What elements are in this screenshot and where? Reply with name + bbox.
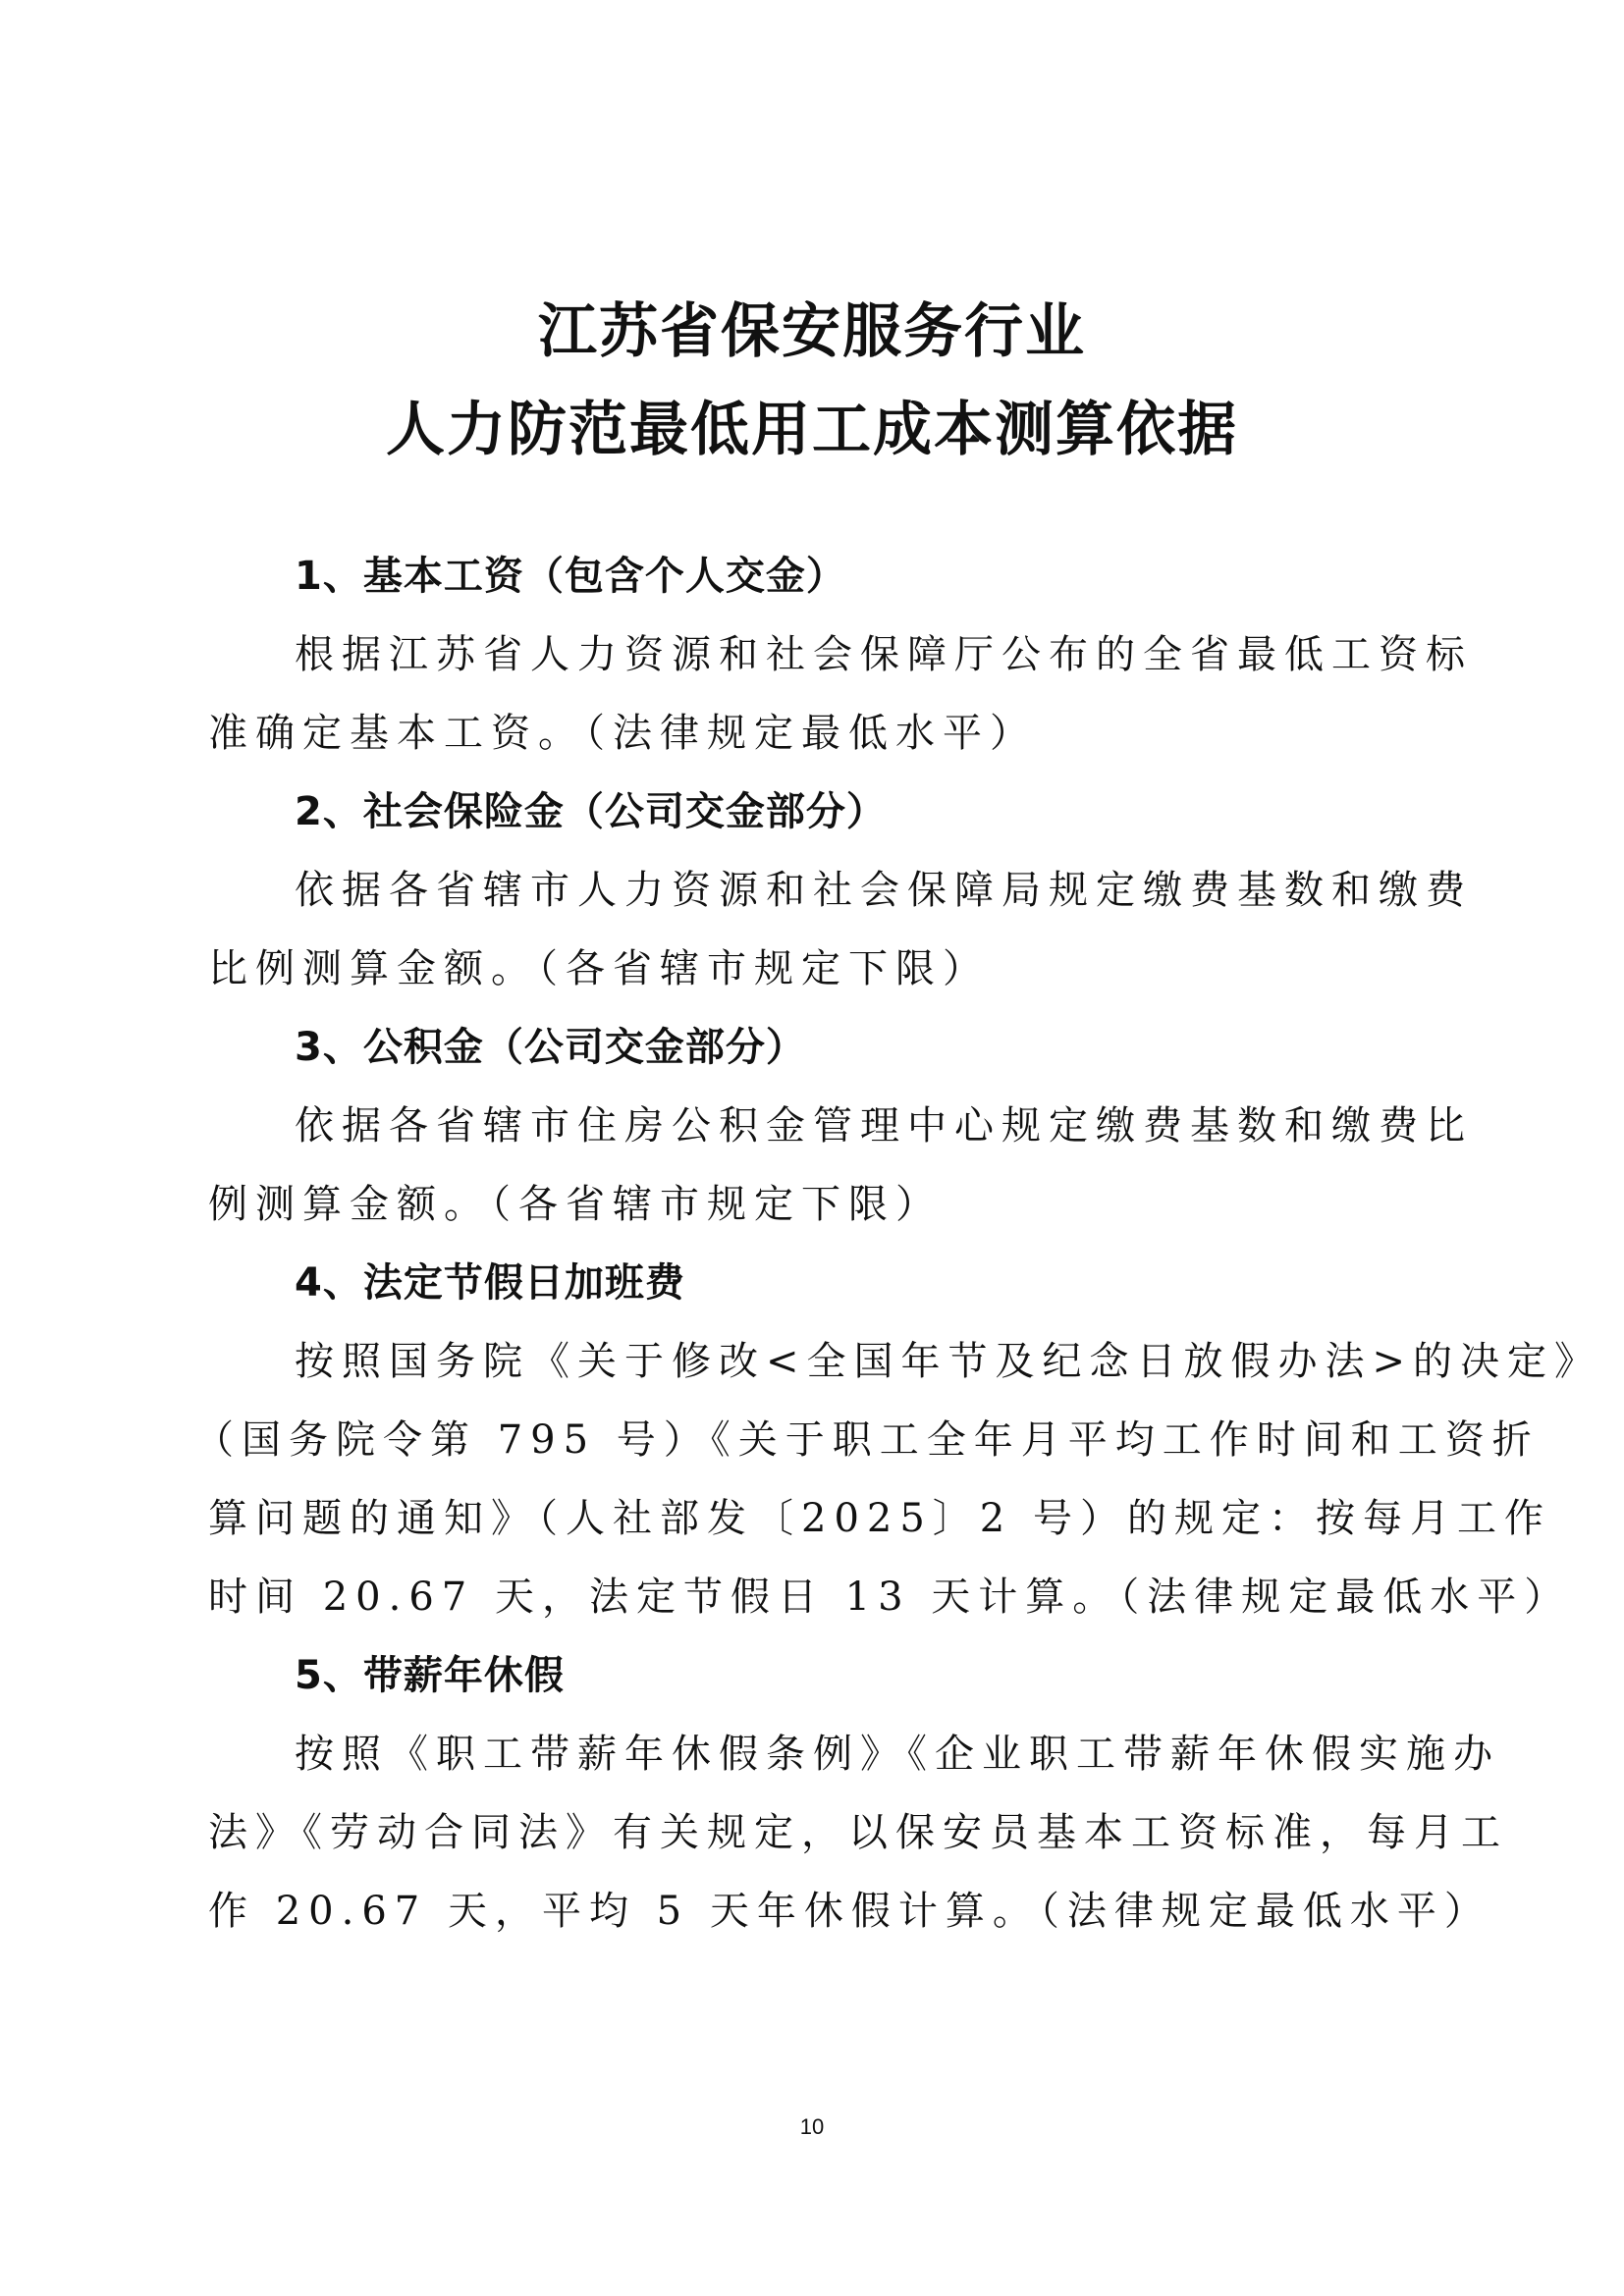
paragraph-line: 准确定基本工资。（法律规定最低水平） — [208, 711, 1037, 756]
paragraph-line: 比例测算金额。（各省辖市规定下限） — [208, 946, 990, 991]
paragraph-line: 作 20.67 天，平均 5 天年休假计算。（法律规定最低水平） — [208, 1889, 1491, 1934]
section-heading-holiday-overtime: 4、法定节假日加班费 — [295, 1260, 685, 1306]
paragraph-line: 按照国务院《关于修改<全国年节及纪念日放假办法>的决定》 — [295, 1339, 1602, 1384]
paragraph-line: 时间 20.67 天，法定节假日 13 天计算。（法律规定最低水平） — [208, 1575, 1572, 1620]
page-number: 10 — [799, 2114, 825, 2139]
section-heading-basic-wage: 1、基本工资（包含个人交金） — [295, 554, 846, 599]
paragraph-line: 例测算金额。（各省辖市规定下限） — [208, 1182, 943, 1227]
section-heading-housing-fund: 3、公积金（公司交金部分） — [295, 1025, 806, 1070]
paragraph-line: 依据各省辖市住房公积金管理中心规定缴费基数和缴费比 — [295, 1103, 1473, 1148]
title-line-2: 人力防范最低用工成本测算依据 — [386, 396, 1238, 464]
document-body — [194, 537, 1602, 1950]
paragraph-line: 依据各省辖市人力资源和社会保障局规定缴费基数和缴费 — [295, 868, 1473, 913]
paragraph-line: 算问题的通知》（人社部发〔2025〕2 号）的规定：按每月工作 — [208, 1496, 1551, 1541]
paragraph-line: 根据江苏省人力资源和社会保障厅公布的全省最低工资标 — [295, 632, 1473, 677]
paragraph-line: （国务院令第 795 号）《关于职工全年月平均工作时间和工资折 — [194, 1417, 1540, 1463]
paragraph-line: 按照《职工带薪年休假条例》《企业职工带薪年休假实施办 — [295, 1732, 1500, 1777]
title-line-1: 江苏省保安服务行业 — [538, 297, 1086, 366]
paragraph-line: 法》《劳动合同法》有关规定，以保安员基本工资标准，每月工 — [208, 1810, 1508, 1855]
section-heading-social-insurance: 2、社会保险金（公司交金部分） — [295, 789, 887, 834]
section-heading-paid-leave: 5、带薪年休假 — [295, 1653, 565, 1698]
document-title — [0, 283, 1624, 479]
